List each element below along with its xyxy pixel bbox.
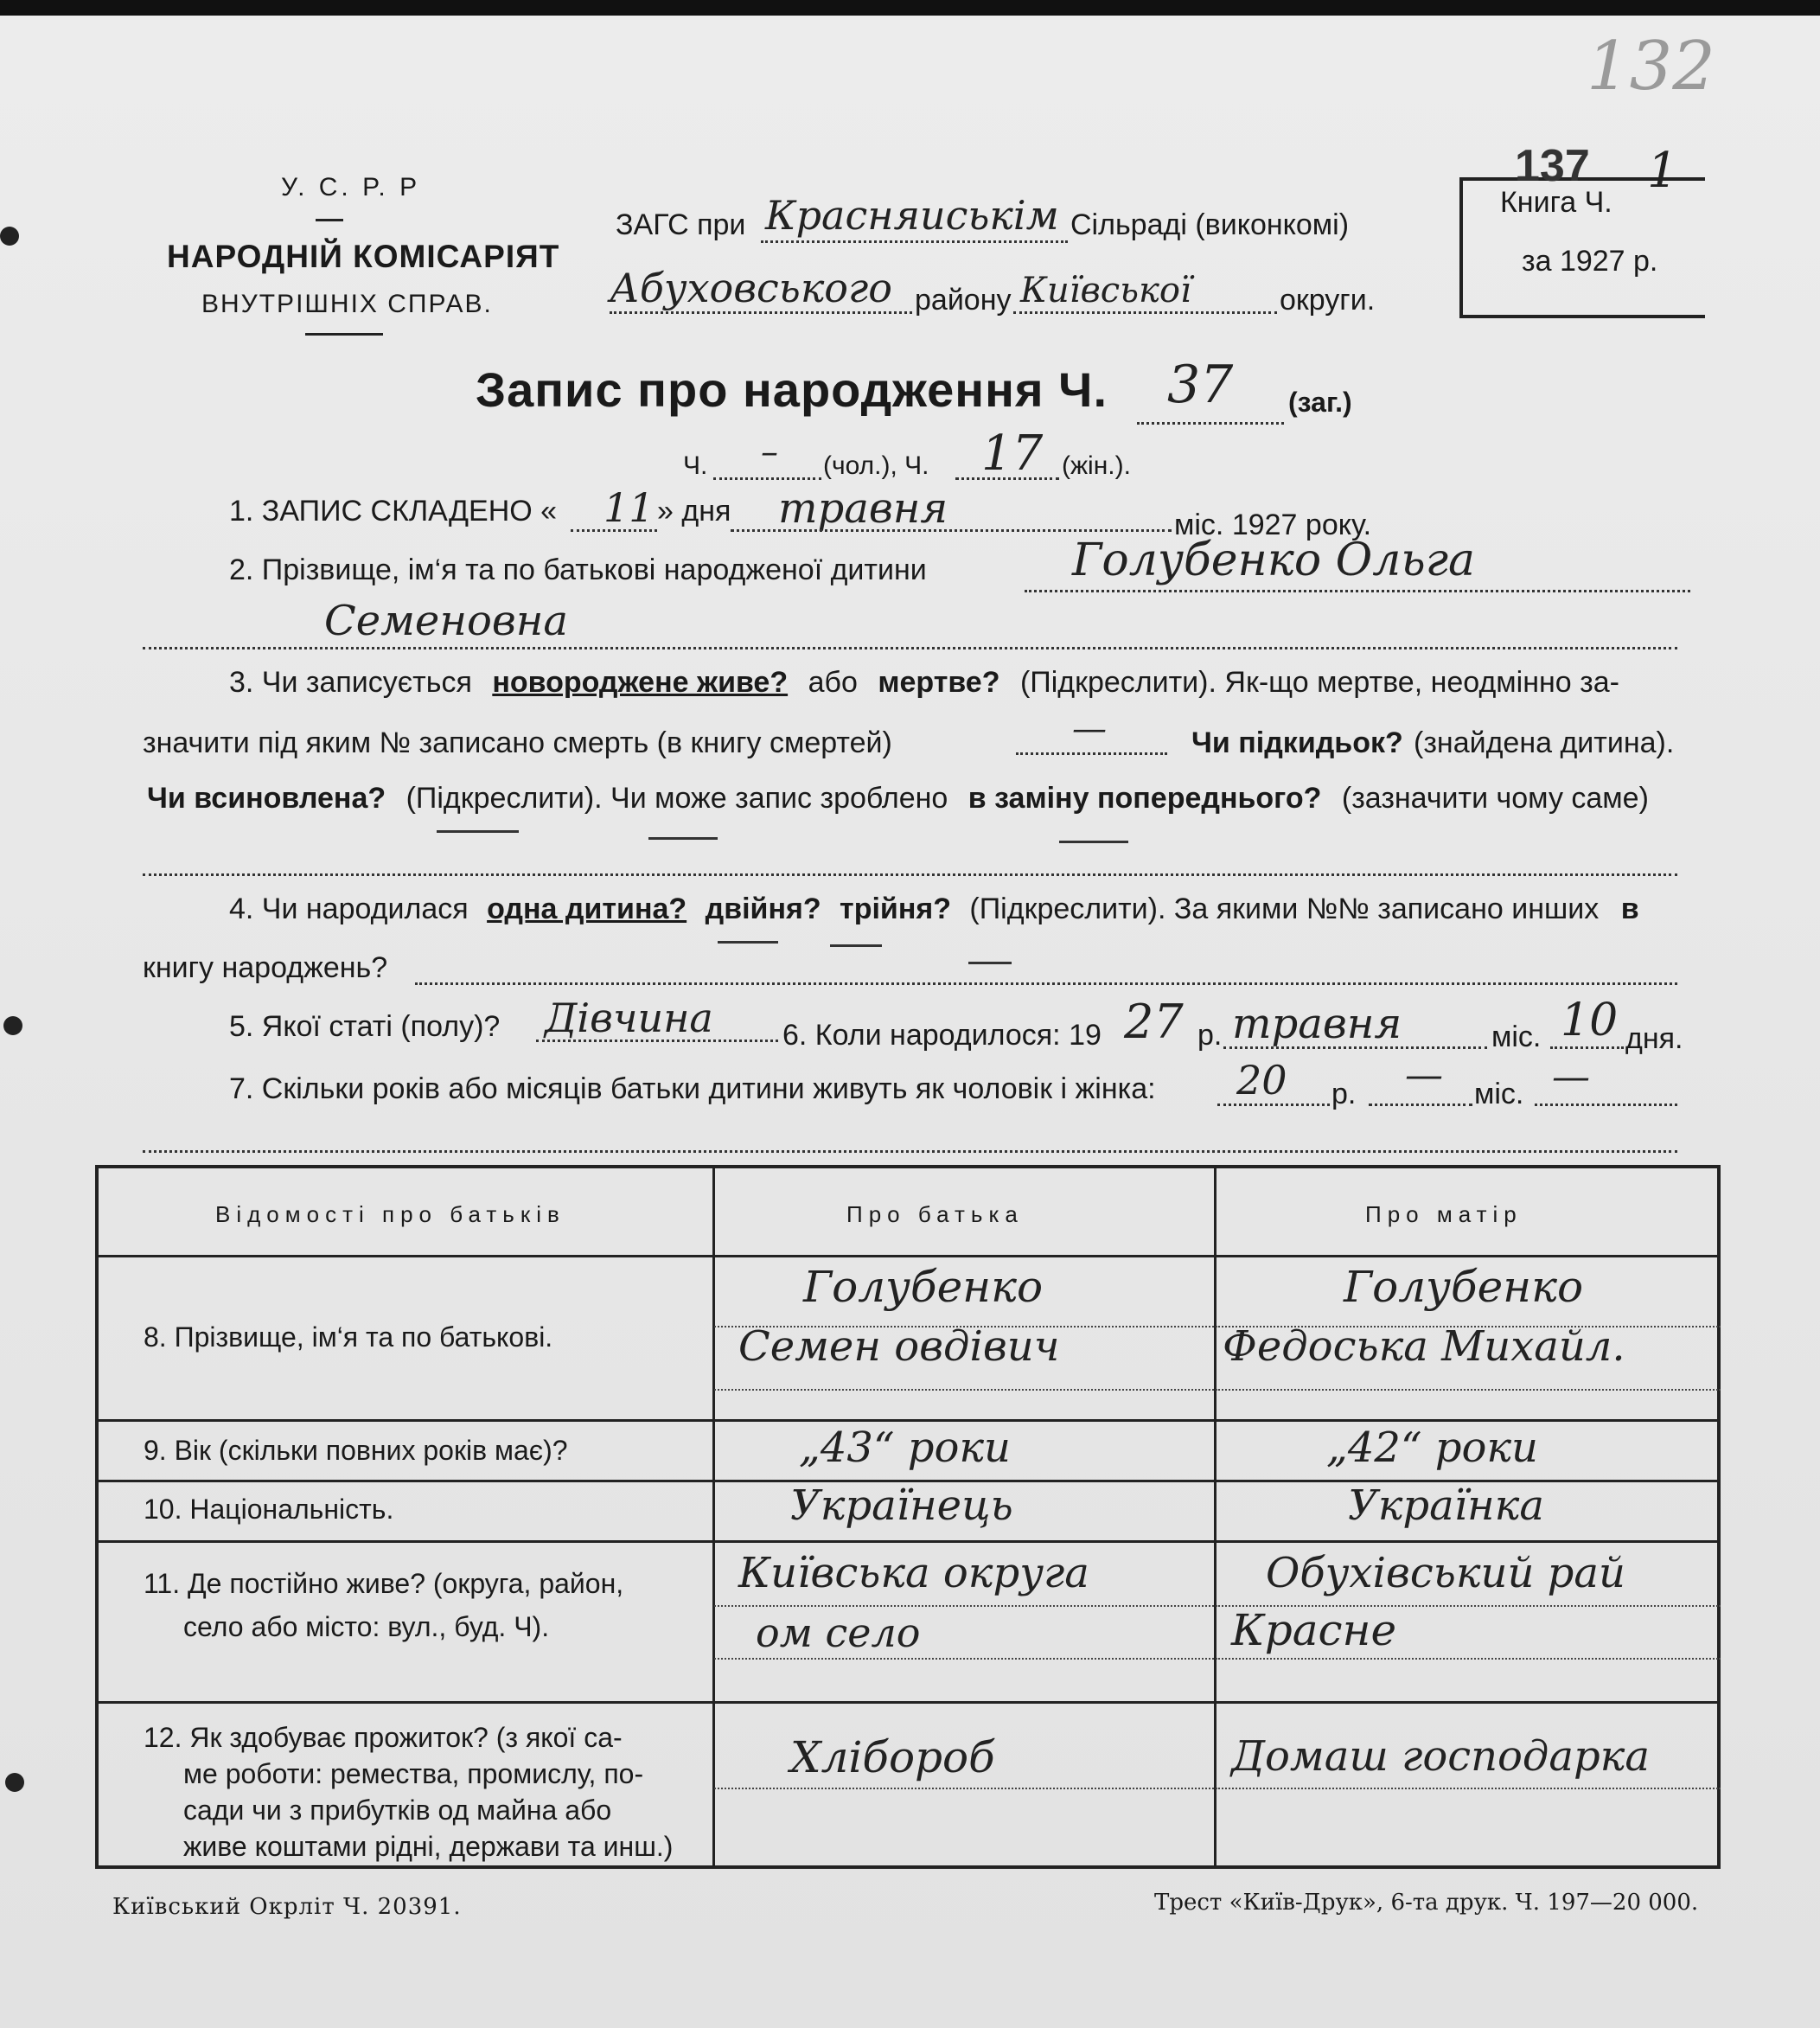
fill-line <box>1013 311 1277 314</box>
fill-line <box>1016 752 1167 755</box>
parents-table <box>95 1165 1721 1869</box>
item3-l3d: (зазначити чому саме) <box>1341 782 1649 815</box>
item6-dnya: дня. <box>1625 1022 1683 1055</box>
header-mother: Про матір <box>1365 1201 1523 1227</box>
page-number: 132 <box>1587 28 1715 106</box>
book-label: Книга Ч. <box>1500 186 1612 219</box>
item3-l1c: або <box>808 666 858 699</box>
fill-line <box>761 240 1068 243</box>
item2-value1: Голубенко Ольга <box>1072 534 1475 586</box>
title-suffix: (заг.) <box>1288 387 1352 418</box>
divider <box>316 219 343 221</box>
row-label-livelihood-2: ме роботи: ремества, промислу, по- <box>183 1758 644 1789</box>
district-value: Абуховського <box>610 265 892 311</box>
father-nationality: Українець <box>790 1481 1013 1530</box>
pen-mark <box>1059 841 1128 843</box>
row-divider <box>99 1701 1717 1704</box>
father-age: „43“ роки <box>799 1423 1011 1472</box>
cell-fill-line <box>714 1389 1214 1391</box>
fill-line <box>1550 1046 1624 1049</box>
row-label-livelihood-1: 12. Як здобуває прожиток? (з якої са- <box>144 1722 623 1753</box>
item3-l1a: 3. Чи записується <box>229 666 472 699</box>
female-suffix: (жін.). <box>1062 451 1131 480</box>
item3-line2-value: — <box>1072 709 1107 749</box>
item3-l1d: мертве? <box>878 666 1000 699</box>
col-divider <box>1214 1168 1217 1865</box>
item3-line2a: значити під яким № записано смерть (в книгу смертей) <box>143 726 892 759</box>
item3-l3a: Чи всиновлена? <box>147 782 386 815</box>
item4-line2: книгу народжень? <box>143 951 388 984</box>
fill-line <box>143 647 1677 649</box>
pen-mark <box>968 962 1012 964</box>
item6-year: 27 <box>1124 995 1184 1049</box>
fill-line <box>1223 1046 1487 1049</box>
male-suffix: (чол.), Ч. <box>823 451 929 480</box>
item3-line2b: Чи підкидьок? <box>1191 726 1403 759</box>
item1-month: травня <box>778 484 948 533</box>
year-label: за 1927 р. <box>1522 245 1658 278</box>
item6-mis: міс. <box>1491 1020 1542 1053</box>
cell-fill-line <box>1216 1389 1721 1391</box>
row-label-nationality: 10. Національність. <box>144 1494 394 1525</box>
header-parents-info: Відомості про батьків <box>215 1201 565 1227</box>
item2-label: 2. Прізвище, ім‘я та по батькові народженої дитини <box>229 553 927 586</box>
fill-line <box>143 1150 1677 1153</box>
item7-months-dash: — <box>1552 1055 1590 1099</box>
mother-livelihood: Домаш господарка <box>1231 1732 1650 1781</box>
commissariat-title: НАРОДНІЙ КОМІСАРІЯТ <box>167 239 560 274</box>
fill-line <box>1217 1104 1330 1106</box>
item3-line2c: (знайдена дитина). <box>1414 726 1675 759</box>
zags-label: ЗАГС при <box>616 208 746 241</box>
fill-line <box>1025 590 1690 592</box>
binder-hole <box>3 1016 22 1035</box>
binder-hole <box>5 1773 24 1792</box>
item3-line3 <box>147 782 1649 816</box>
row-divider <box>99 1255 1717 1257</box>
pen-mark <box>718 941 778 944</box>
item4-l1c: двійня? <box>705 892 821 925</box>
item4-line1 <box>229 892 1639 926</box>
item5-value: Дівчина <box>545 995 713 1041</box>
divider <box>305 333 383 336</box>
item7-months: — <box>1405 1053 1443 1097</box>
father-name: Семен овдівич <box>738 1322 1060 1371</box>
row-divider <box>99 1540 1717 1543</box>
father-livelihood: Хлібороб <box>790 1732 995 1782</box>
male-label: Ч. <box>683 451 708 480</box>
book-value: 1 <box>1647 143 1678 199</box>
row-label-residence-1: 11. Де постійно живе? (округа, район, <box>144 1568 624 1599</box>
item5-label: 5. Якої статі (полу)? <box>229 1010 501 1043</box>
row-label-livelihood-3: сади чи з прибутків од майна або <box>183 1794 612 1826</box>
mother-name: Федоська Михайл. <box>1223 1322 1625 1371</box>
item1-label: 1. ЗАПИС СКЛАДЕНО « <box>229 495 558 528</box>
mother-age: „42“ роки <box>1326 1423 1538 1472</box>
footer-left: Київський Окрліт Ч. 20391. <box>112 1894 462 1920</box>
item3-l1e: (Підкреслити). Як-що мертве, неодмінно за- <box>1019 666 1619 699</box>
fill-line <box>731 529 1172 532</box>
fill-line <box>1137 422 1284 425</box>
fill-line <box>1369 1104 1472 1106</box>
title-number: 37 <box>1167 355 1234 415</box>
item7-label: 7. Скільки років або місяців батьки дитини живуть як чоловік і жінка: <box>229 1072 1156 1105</box>
col-divider <box>712 1168 715 1865</box>
binder-hole <box>0 227 19 246</box>
mother-surname: Голубенко <box>1344 1262 1584 1312</box>
cell-fill-line <box>1216 1326 1721 1327</box>
item3-l1b: новороджене живе? <box>492 666 789 699</box>
item6-r: р. <box>1197 1019 1223 1052</box>
row-label-residence-2: село або місто: вул., буд. Ч). <box>183 1611 550 1642</box>
scan-edge <box>0 0 1820 16</box>
item4-l1f: в <box>1620 892 1639 925</box>
item4-l1a: 4. Чи народилася <box>229 892 469 925</box>
republic-label: У. С. Р. Р <box>281 173 421 202</box>
father-surname: Голубенко <box>803 1262 1044 1312</box>
fill-line <box>1535 1104 1677 1106</box>
mother-residence-1: Обухівський рай <box>1266 1549 1625 1597</box>
item6-label: 6. Коли народилося: 19 <box>782 1019 1102 1052</box>
row-label-name: 8. Прізвище, ім‘я та по батькові. <box>144 1321 553 1353</box>
item4-l1e: (Підкреслити). За якими №№ записано инших <box>969 892 1600 925</box>
item3-line1 <box>229 666 1619 700</box>
item7-years: 20 <box>1236 1057 1287 1104</box>
row-divider <box>99 1419 1717 1422</box>
zags-value: Красняиськім <box>765 192 1059 239</box>
fill-line <box>536 1040 778 1042</box>
item1-tail: міс. 1927 року. <box>1174 509 1372 541</box>
item4-l1b: одна дитина? <box>487 892 687 925</box>
item7-r: р. <box>1331 1078 1357 1110</box>
fill-line <box>610 311 912 314</box>
cell-fill-line <box>714 1605 1214 1607</box>
mother-nationality: Українка <box>1348 1481 1544 1530</box>
item3-l3c: в заміну попереднього? <box>967 782 1322 815</box>
cell-fill-line <box>1216 1658 1721 1660</box>
fill-line <box>571 529 657 532</box>
row-label-age: 9. Вік (скільки повних років має)? <box>144 1435 568 1466</box>
item6-day: 10 <box>1561 995 1619 1046</box>
female-value: 17 <box>981 425 1044 482</box>
fill-line <box>955 477 1059 480</box>
item6-month: травня <box>1232 1000 1402 1048</box>
fill-line <box>713 477 821 480</box>
item2-value2: Семеновна <box>324 597 569 645</box>
fill-line <box>143 873 1677 876</box>
male-value: – <box>761 432 778 472</box>
item7-mis: міс. <box>1474 1078 1524 1110</box>
council-label: Сільраді (виконкомі) <box>1070 208 1350 241</box>
cell-fill-line <box>714 1788 1214 1789</box>
cell-fill-line <box>714 1326 1214 1327</box>
item1-day: 11 <box>603 484 655 531</box>
pen-mark <box>830 944 882 947</box>
item1-mid: » дня <box>657 495 731 528</box>
cell-fill-line <box>714 1658 1214 1660</box>
pen-mark <box>648 837 718 840</box>
cell-fill-line <box>1216 1788 1721 1789</box>
pen-mark <box>437 830 519 833</box>
district-label: району <box>915 284 1012 317</box>
affairs-label: ВНУТРІШНІХ СПРАВ. <box>201 290 493 318</box>
father-residence-2: ом село <box>756 1609 921 1656</box>
item3-l3b: (Підкреслити). Чи може запис зроблено <box>406 782 948 815</box>
header-father: Про батька <box>846 1201 1024 1227</box>
okrug-label: округи. <box>1280 284 1376 317</box>
record-number: 137 <box>1515 141 1590 191</box>
cell-fill-line <box>1216 1605 1721 1607</box>
page-title: Запис про народження Ч. <box>476 362 1108 417</box>
row-label-livelihood-4: живе коштами рідні, держави та инш.) <box>183 1831 674 1862</box>
item4-l1d: трійня? <box>840 892 951 925</box>
father-residence-1: Київська округа <box>738 1549 1089 1597</box>
okrug-value: Київської <box>1020 271 1191 310</box>
fill-line <box>415 982 1677 985</box>
footer-right: Трест «Київ-Друк», 6-та друк. Ч. 197—20 000. <box>1154 1890 1699 1916</box>
mother-residence-2: Красне <box>1231 1605 1397 1655</box>
